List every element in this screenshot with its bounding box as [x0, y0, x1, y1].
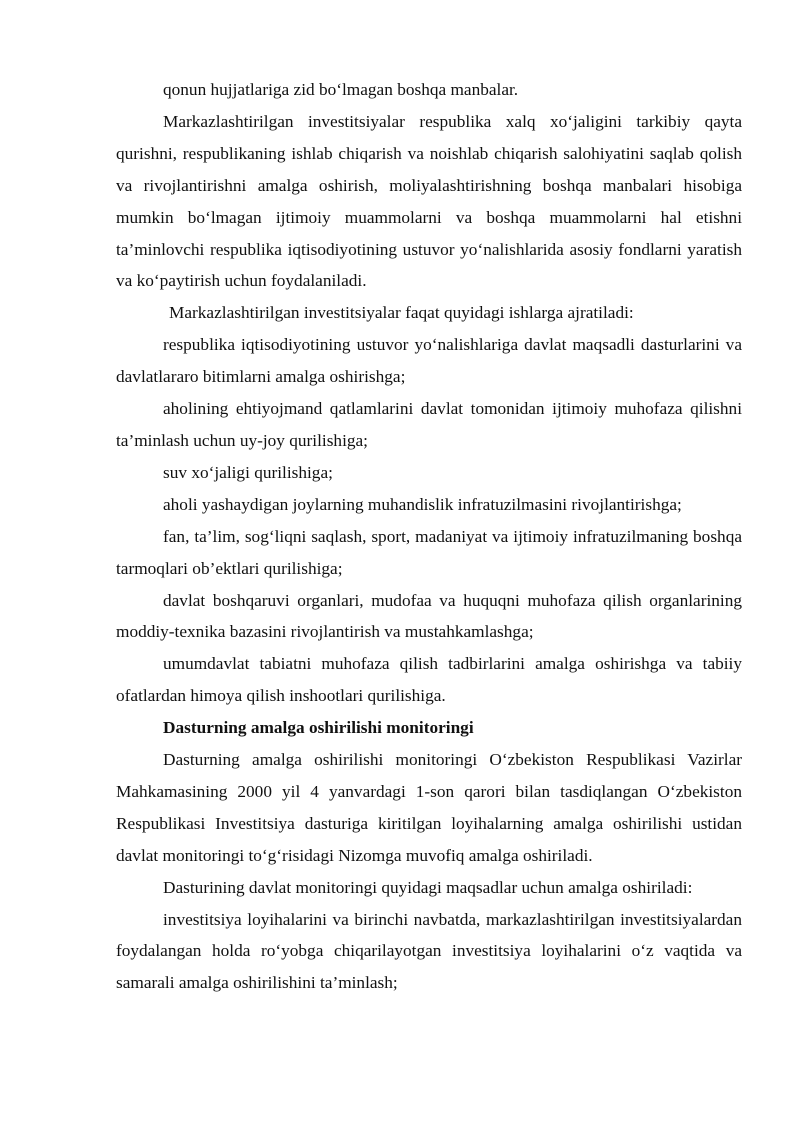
list-item: investitsiya loyihalarini va birinchi navbatda, markazlashtirilgan investitsiyalardan foydalangan holda ro‘yobga chiqarilayotgan investitsiya loyihalarini o‘z vaqtida va samarali amalga oshirilishini ta’minlash; [116, 909, 742, 993]
paragraph: qonun hujjatlariga zid bo‘lmagan boshqa manbalar. [163, 80, 519, 99]
paragraph: Dasturining davlat monitoringi quyidagi maqsadlar uchun amalga oshiriladi: [163, 877, 693, 897]
list-item: fan, ta’lim, sog‘liqni saqlash, sport, madaniyat va ijtimoiy infratuzilmaning boshqa tarmoqlari ob’ektlari qurilishiga; [116, 526, 742, 578]
paragraph: Markazlashtirilgan investitsiyalar respublika xalq xo‘jaligini tarkibiy qayta qurishni, respublikaning ishlab chiqarish va noishlab chiqarish salohiyatini saqlab qolish va rivojlantirishni amalga oshirish, moliyalashtirishning boshqa manbalari hisobiga mumkin bo‘lmagan ijtimoiy muammolarni va boshqa muammolarni hal etishni ta’minlovchi respublika iqtisodiyotining ustuvor yo‘nalishlarida asosiy fondlarni yaratish va ko‘paytirish uchun foydalaniladi. [116, 111, 742, 291]
list-item: suv xo‘jaligi qurilishiga; [163, 462, 333, 482]
paragraph: Dasturning amalga oshirilishi monitoringi O‘zbekiston Respublikasi Vazirlar Mahkamasining 2000 yil 4 yanvardagi 1-son qarori bilan tasdiqlangan O‘zbekiston Respublikasi Investitsiya dasturiga kiritilgan loyihalarning amalga oshirilishi ustidan davlat monitoringi to‘g‘risidagi Nizomga muvofiq amalga oshiriladi. [116, 750, 742, 865]
list-item: davlat boshqaruvi organlari, mudofaa va huquqni muhofaza qilish organlarining moddiy-texnika bazasini rivojlantirish va mustahkamlashga; [116, 590, 742, 642]
list-item: respublika iqtisodiyotining ustuvor yo‘nalishlariga davlat maqsadli dasturlarini va davlatlararo bitimlarni amalga oshirishga; [116, 335, 742, 387]
list-item: aholi yashaydigan joylarning muhandislik infratuzilmasini rivojlantirishga; [163, 494, 682, 514]
paragraph: Markazlashtirilgan investitsiyalar faqat quyidagi ishlarga ajratiladi: [169, 303, 634, 323]
list-item: aholining ehtiyojmand qatlamlarini davlat tomonidan ijtimoiy muhofaza qilishni ta’minlash uchun uy-joy qurilishiga; [116, 399, 742, 450]
section-heading: Dasturning amalga oshirilishi monitoringi [163, 718, 474, 738]
document-page [116, 74, 742, 999]
list-item: umumdavlat tabiatni muhofaza qilish tadbirlarini amalga oshirishga va tabiiy ofatlardan himoya qilish inshootlari qurilishiga. [116, 654, 742, 706]
